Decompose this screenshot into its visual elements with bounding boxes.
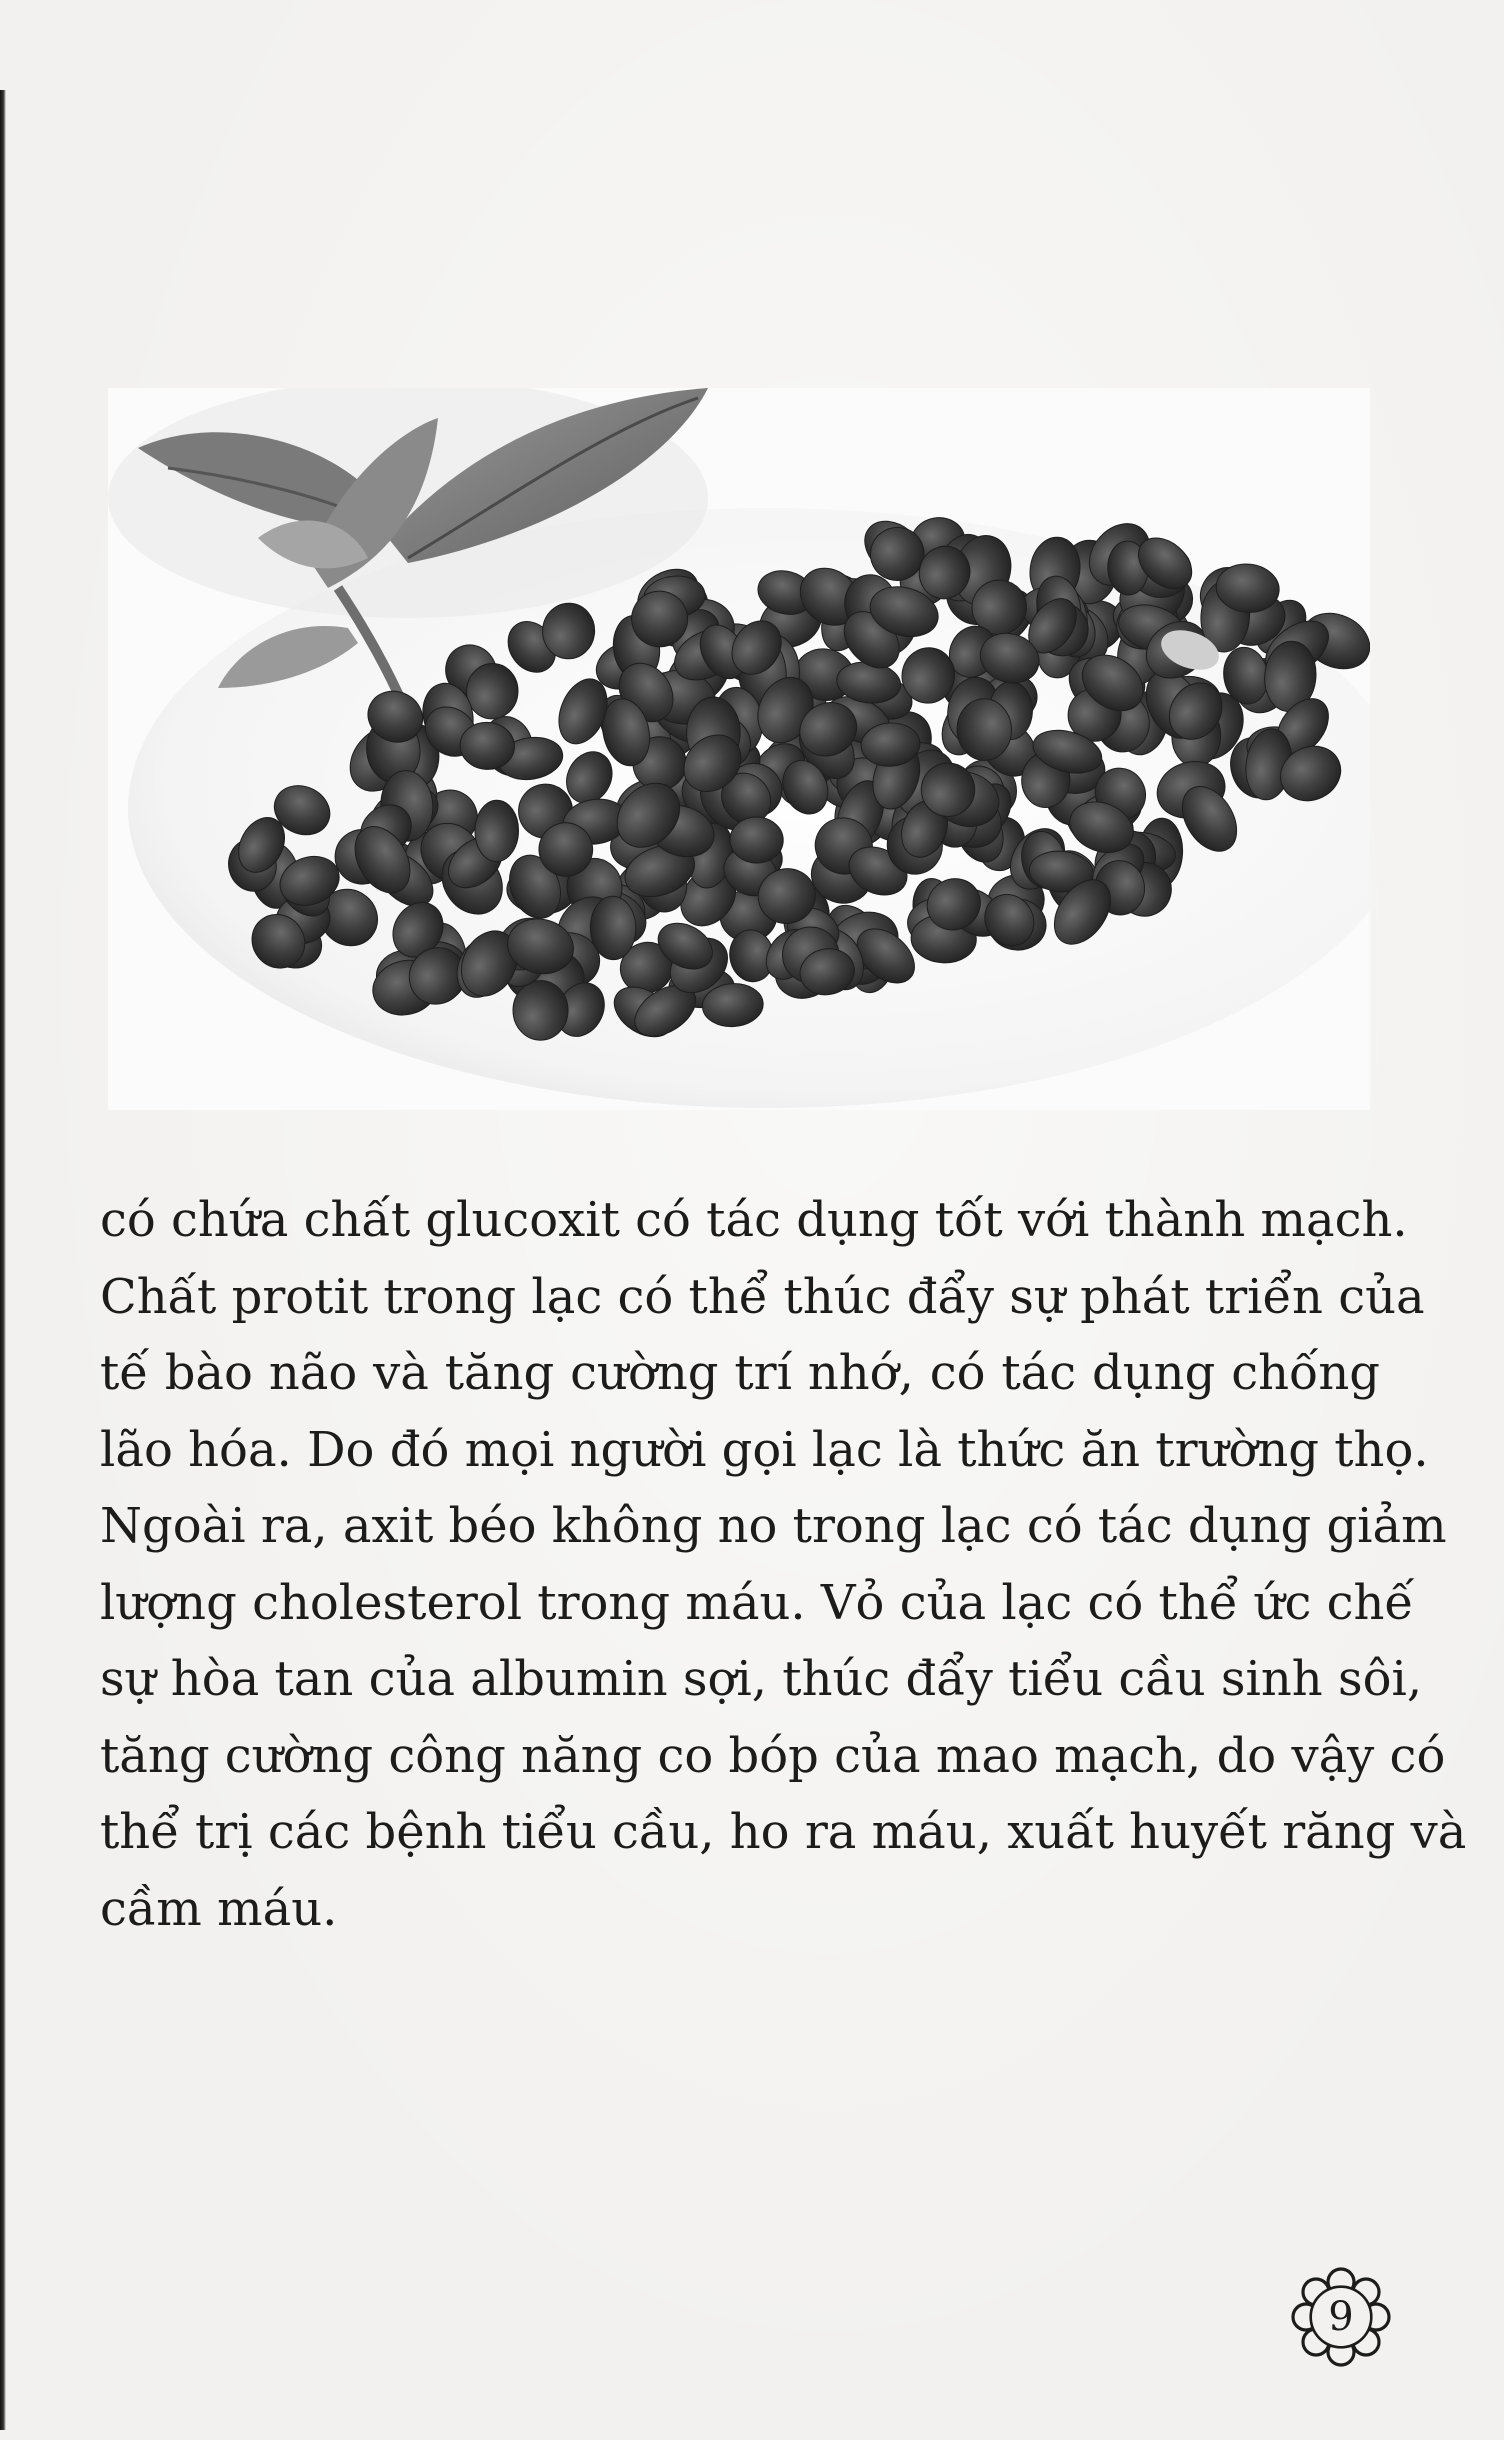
- paragraph-line-3: tế bào não và tăng cường trí nhớ, có tác dụng chống: [100, 1345, 1380, 1401]
- paragraph-line-10: cầm máu.: [100, 1880, 338, 1937]
- paragraph-line-8: tăng cường công năng co bóp của mao mạch, do vậy có: [100, 1727, 1446, 1784]
- peanuts-photo-illustration: [108, 388, 1370, 1110]
- paragraph-line-2: Chất protit trong lạc có thể thúc đẩy sự phát triển của: [100, 1268, 1425, 1325]
- paragraph-line-5: Ngoài ra, axit béo không no trong lạc có tác dụng giảm: [100, 1498, 1447, 1554]
- paragraph-line-6: lượng cholesterol trong máu. Vỏ của lạc có thể ức chế: [100, 1574, 1414, 1631]
- page-number: 9: [1328, 2294, 1354, 2340]
- page-number-badge: [1288, 2264, 1394, 2370]
- paragraph-line-1: có chứa chất glucoxit có tác dụng tốt với thành mạch.: [100, 1192, 1408, 1248]
- peanut: [513, 981, 568, 1041]
- body-paragraph: [100, 1182, 1467, 1947]
- peanuts-photo: [108, 388, 1370, 1110]
- paragraph-line-4: lão hóa. Do đó mọi người gọi lạc là thức ăn trường thọ.: [100, 1421, 1429, 1478]
- page-binding-edge: [0, 90, 6, 2430]
- peanut: [474, 800, 519, 862]
- paragraph-line-9: thể trị các bệnh tiểu cầu, ho ra máu, xuất huyết răng và: [100, 1804, 1467, 1860]
- peanut: [590, 896, 636, 960]
- paragraph-line-7: sự hòa tan của albumin sợi, thúc đẩy tiểu cầu sinh sôi,: [100, 1651, 1423, 1707]
